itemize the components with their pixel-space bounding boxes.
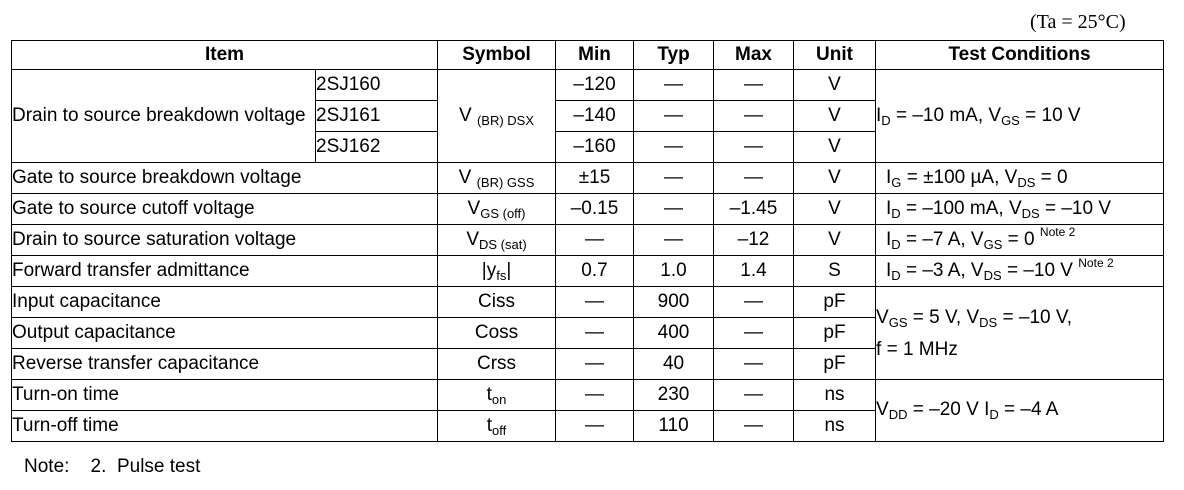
typ-value: — [634,132,714,163]
max-value: — [714,349,794,380]
cond-subscript: GS [983,236,1003,252]
cond-text: = –10 V [1039,197,1111,219]
unit-value: ns [794,411,876,442]
unit-value: V [794,225,876,256]
footnote-text: Pulse test [116,456,201,477]
min-value: –0.15 [556,194,634,225]
cond-text: = 0 [1002,228,1035,250]
symbol-main: V [459,104,472,126]
min-value: — [556,349,634,380]
symbol-subscript: (BR) DSX [476,112,535,128]
max-value: — [714,318,794,349]
note-reference: Note 2 [1078,255,1114,270]
cond-subscript: DS [1017,174,1036,190]
item-drain-source-saturation: Drain to source saturation voltage [12,225,438,256]
cond-text: = –7 A, V [900,228,984,250]
symbol-end: | [506,259,512,281]
cond-text: = –10 mA, V [890,104,1002,126]
typ-value: — [634,163,714,194]
symbol-subscript: (BR) GSS [476,174,535,190]
symbol-main: t [486,414,493,436]
part-number: 2SJ161 [316,101,438,132]
cond-text: = –20 V I [907,399,990,420]
symbol-cell [438,163,556,194]
max-value: — [714,163,794,194]
symbol-cell [438,411,556,442]
typ-value: 1.0 [634,256,714,287]
symbol-main: V [466,228,480,250]
item-input-capacitance: Input capacitance [12,287,438,318]
typ-value: 230 [634,380,714,411]
item-forward-transfer-admittance: Forward transfer admittance [12,256,438,287]
min-value: — [556,380,634,411]
unit-value: S [794,256,876,287]
cond-subscript: GS [888,314,908,330]
cond-text: V [876,399,889,420]
symbol-cell: Crss [438,349,556,380]
cond-text: = –10 V [1001,259,1073,281]
min-value: — [556,411,634,442]
cond-subscript: D [989,407,999,422]
item-gate-source-breakdown: Gate to source breakdown voltage [12,163,438,194]
test-condition [876,256,1164,287]
note-reference: Note 2 [1039,224,1076,239]
header-item: Item [12,41,438,70]
symbol-subscript: fs [496,267,507,283]
cond-text: = 0 [1035,166,1068,188]
test-condition [876,380,1164,442]
symbol-subscript: DS (sat) [479,236,527,252]
test-condition [876,287,1164,380]
test-condition [876,163,1164,194]
item-turn-off-time: Turn-off time [12,411,438,442]
footnote [24,456,200,478]
item-turn-on-time: Turn-on time [12,380,438,411]
cond-text: I [886,197,892,219]
unit-value: V [794,101,876,132]
test-condition [876,225,1164,256]
symbol-cell: Coss [438,318,556,349]
cond-subscript: GS [1001,112,1020,128]
table-row [12,287,1164,318]
symbol-cell [438,225,556,256]
symbol-subscript: GS (off) [480,205,526,221]
max-value: — [714,287,794,318]
max-value: — [714,132,794,163]
symbol-subscript: off [492,422,507,438]
min-value: — [556,287,634,318]
cond-text: I [876,104,882,126]
min-value: — [556,318,634,349]
max-value: — [714,380,794,411]
cond-subscript: DD [888,407,908,422]
cond-text: = ±100 µA, V [901,166,1018,188]
header-max: Max [714,41,794,70]
table-row [12,70,1164,101]
cond-subscript: DS [983,267,1002,283]
min-value: –160 [556,132,634,163]
symbol-cell [438,194,556,225]
unit-value: V [794,132,876,163]
cond-subscript: DS [979,314,998,330]
cond-text: I [886,228,892,250]
max-value: — [714,101,794,132]
min-value: –140 [556,101,634,132]
cond-text: I [886,166,892,188]
unit-value: V [794,70,876,101]
symbol-main: V [467,197,481,219]
item-gate-source-cutoff: Gate to source cutoff voltage [12,194,438,225]
max-value: –1.45 [714,194,794,225]
cond-text: = –4 A [998,399,1059,420]
typ-value: — [634,101,714,132]
symbol-subscript: on [491,391,507,407]
item-output-capacitance: Output capacitance [12,318,438,349]
unit-value: pF [794,318,876,349]
cond-text: V [876,306,889,328]
symbol-cell [438,380,556,411]
cond-subscript: D [891,236,901,252]
typ-value: 40 [634,349,714,380]
typ-value: — [634,225,714,256]
min-value: ±15 [556,163,634,194]
cond-subscript: D [891,205,901,221]
symbol-cell [438,70,556,163]
symbol-main: |y [481,259,497,281]
footnote-number: 2. [90,456,107,477]
header-typ: Typ [634,41,714,70]
header-unit: Unit [794,41,876,70]
unit-value: pF [794,349,876,380]
cond-text: I [886,259,892,281]
header-row [12,41,1164,70]
header-test-conditions: Test Conditions [876,41,1164,70]
table-row [12,380,1164,411]
ambient-temperature-note: (Ta = 25°C) [1030,11,1126,33]
max-value: — [714,70,794,101]
symbol-main: V [458,166,472,188]
symbol-cell [438,256,556,287]
part-number: 2SJ160 [316,70,438,101]
typ-value: 110 [634,411,714,442]
table-row [12,225,1164,256]
cond-text: = –10 V, [997,306,1073,328]
min-value: 0.7 [556,256,634,287]
cond-text: = 5 V, V [907,306,980,328]
cond-subscript: DS [1021,205,1040,221]
table-row [12,163,1164,194]
footnote-label: Note: [24,456,70,477]
symbol-main: t [486,383,492,405]
item-reverse-transfer-capacitance: Reverse transfer capacitance [12,349,438,380]
unit-value: ns [794,380,876,411]
header-symbol: Symbol [438,41,556,70]
cond-subscript: G [891,174,902,190]
min-value: –120 [556,70,634,101]
min-value: — [556,225,634,256]
cond-text: f = 1 MHz [876,338,958,360]
test-condition [876,70,1164,163]
max-value: 1.4 [714,256,794,287]
max-value: –12 [714,225,794,256]
typ-value: — [634,194,714,225]
table-row [12,256,1164,287]
cond-text: = –100 mA, V [900,197,1022,219]
unit-value: V [794,194,876,225]
part-number: 2SJ162 [316,132,438,163]
unit-value: V [794,163,876,194]
typ-value: — [634,70,714,101]
cond-text: = 10 V [1019,104,1081,126]
typ-value: 900 [634,287,714,318]
cond-subscript: D [891,267,901,283]
max-value: — [714,411,794,442]
item-drain-source-breakdown: Drain to source breakdown voltage [12,70,316,163]
symbol-cell: Ciss [438,287,556,318]
header-min: Min [556,41,634,70]
cond-subscript: D [881,112,891,128]
typ-value: 400 [634,318,714,349]
table-row [12,194,1164,225]
test-condition [876,194,1164,225]
electrical-characteristics-table [11,40,1164,442]
cond-text: = –3 A, V [900,259,984,281]
unit-value: pF [794,287,876,318]
